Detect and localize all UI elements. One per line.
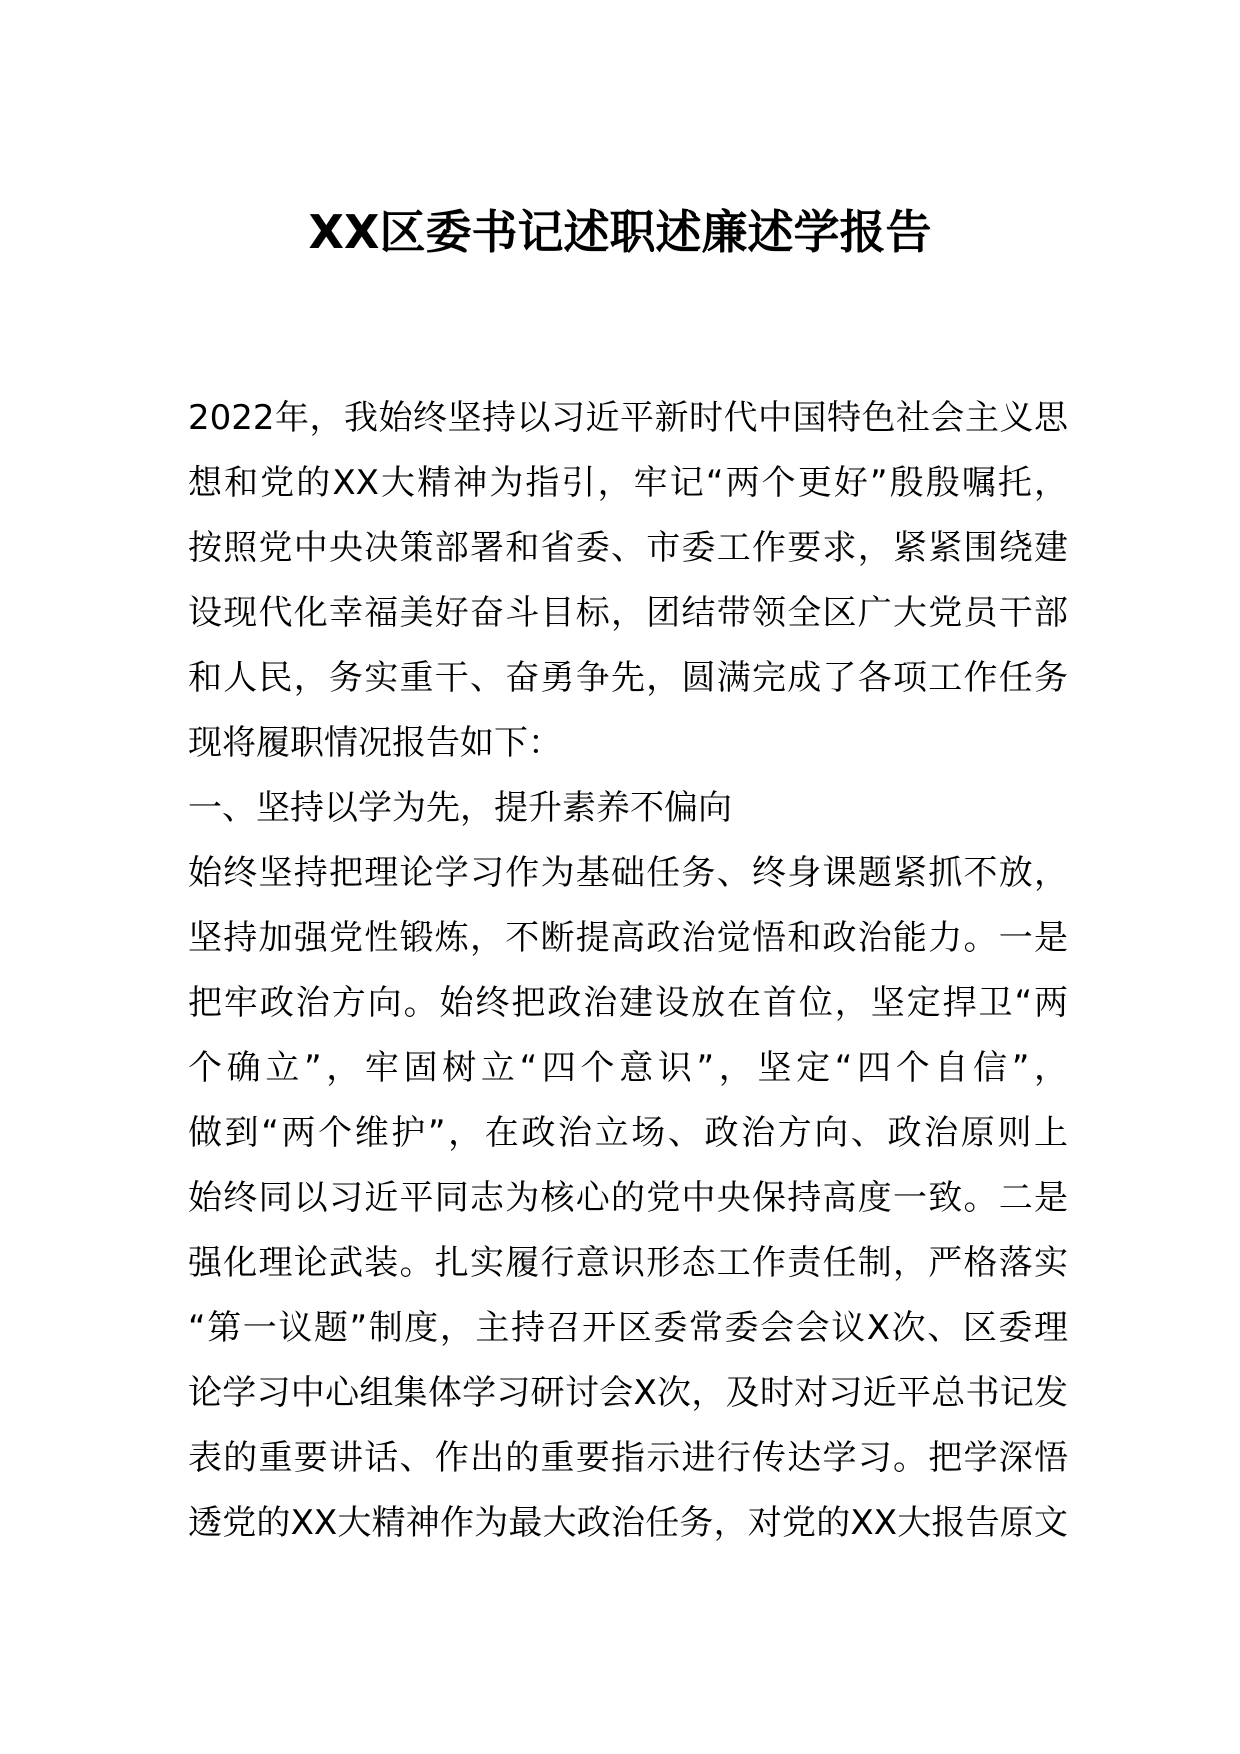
body-line: 一、坚持以学为先，提升素养不偏向 bbox=[188, 788, 732, 828]
body-line: 个确立”，牢固树立“四个意识”，坚定“四个自信”， bbox=[188, 1048, 1068, 1088]
document-title: XX区委书记述职述廉述学报告 bbox=[308, 205, 932, 259]
body-line: 论学习中心组集体学习研讨会X次，及时对习近平总书记发 bbox=[188, 1373, 1068, 1413]
body-line: 强化理论武装。扎实履行意识形态工作责任制，严格落实 bbox=[188, 1243, 1068, 1283]
body-line: 坚持加强党性锻炼，不断提高政治觉悟和政治能力。一是 bbox=[188, 918, 1068, 958]
body-line: 按照党中央决策部署和省委、市委工作要求，紧紧围绕建 bbox=[188, 528, 1068, 568]
body-line: 透党的XX大精神作为最大政治任务，对党的XX大报告原文 bbox=[188, 1503, 1068, 1543]
body-line: 始终同以习近平同志为核心的党中央保持高度一致。二是 bbox=[188, 1178, 1068, 1218]
body-line: 和人民，务实重干、奋勇争先，圆满完成了各项工作任务 bbox=[188, 658, 1068, 698]
body-line: 始终坚持把理论学习作为基础任务、终身课题紧抓不放， bbox=[188, 853, 1068, 893]
body-line: 表的重要讲话、作出的重要指示进行传达学习。把学深悟 bbox=[188, 1438, 1068, 1478]
body-line: 把牢政治方向。始终把政治建设放在首位，坚定捍卫“两 bbox=[188, 983, 1068, 1023]
body-line: “第一议题”制度，主持召开区委常委会会议X次、区委理 bbox=[188, 1308, 1068, 1348]
body-line: 现将履职情况报告如下： bbox=[188, 723, 562, 763]
body-line: 做到“两个维护”，在政治立场、政治方向、政治原则上 bbox=[188, 1113, 1068, 1153]
document-body bbox=[188, 386, 1068, 1556]
body-line: 2022年，我始终坚持以习近平新时代中国特色社会主义思 bbox=[188, 398, 1068, 438]
body-line: 想和党的XX大精神为指引，牢记“两个更好”殷殷嘱托， bbox=[188, 463, 1068, 503]
body-line: 设现代化幸福美好奋斗目标，团结带领全区广大党员干部 bbox=[188, 593, 1068, 633]
